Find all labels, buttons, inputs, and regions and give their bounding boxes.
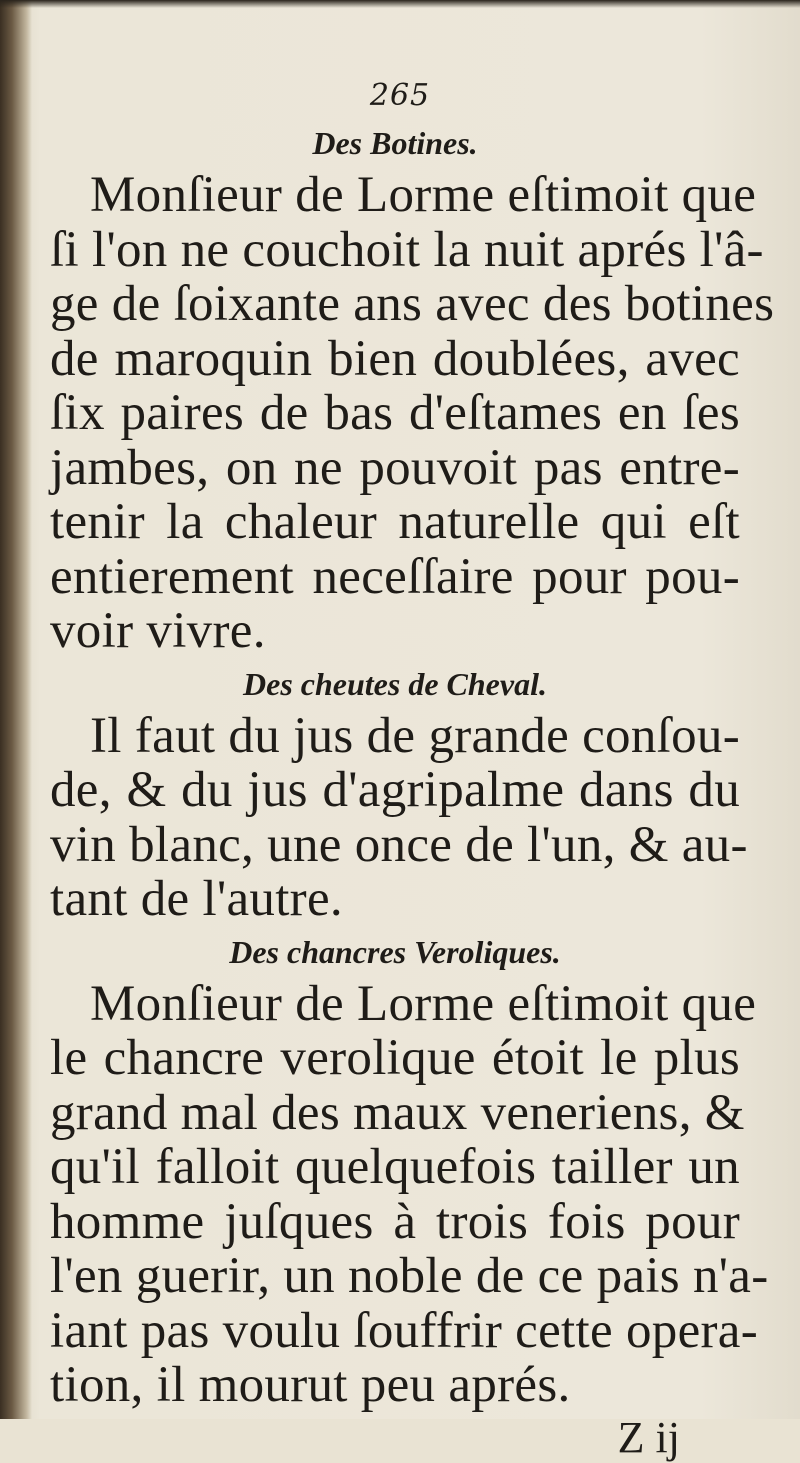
text-line: iant pas voulu ſouffrir cette opera- xyxy=(50,1302,759,1359)
page-text xyxy=(50,118,775,1463)
text-line: ſi l'on ne couchoit la nuit aprés l'â- xyxy=(50,221,764,278)
text-line: qu'il falloit quelquefois tailler un xyxy=(50,1139,740,1195)
text-line: ſix paires de bas d'eſtames en ſes xyxy=(50,385,740,441)
text-line: tion, il mourut peu aprés. xyxy=(50,1357,571,1413)
text-line: Monſieur de Lorme eſtimoit que xyxy=(90,975,757,1032)
section-heading: Des chancres Veroliques. xyxy=(229,933,561,970)
text-line: entierement neceſſaire pour pou- xyxy=(50,548,740,605)
section-heading: Des cheutes de Cheval. xyxy=(243,665,547,702)
section-heading: Des Botines. xyxy=(312,125,478,161)
text-line: Il faut du jus de grande conſou- xyxy=(90,707,740,764)
text-line: de, & du jus d'agripalme dans du xyxy=(50,762,740,818)
text-line: tenir la chaleur naturelle qui eſt xyxy=(50,494,740,550)
text-line: grand mal des maux veneriens, & xyxy=(50,1084,745,1141)
text-line: vin blanc, une once de l'un, & au- xyxy=(50,816,748,873)
text-line: le chancre verolique étoit le plus xyxy=(50,1030,740,1086)
text-line: Monſieur de Lorme eſtimoit que xyxy=(90,167,757,223)
page-top-edge xyxy=(0,0,800,8)
text-line: ge de ſoixante ans avec des botines xyxy=(50,276,775,332)
signature-mark: Z ij xyxy=(617,1412,680,1462)
text-line: tant de l'autre. xyxy=(50,871,343,927)
text-line: de maroquin bien doublées, avec xyxy=(50,330,740,387)
book-spine xyxy=(0,0,32,1419)
text-line: l'en guerir, un noble de ce pais n'a- xyxy=(50,1248,769,1304)
page-number: 265 xyxy=(369,78,431,113)
text-line: homme juſques à trois fois pour xyxy=(50,1193,740,1250)
text-line: jambes, on ne pouvoit pas entre- xyxy=(50,439,740,496)
text-line: voir vivre. xyxy=(50,603,266,659)
